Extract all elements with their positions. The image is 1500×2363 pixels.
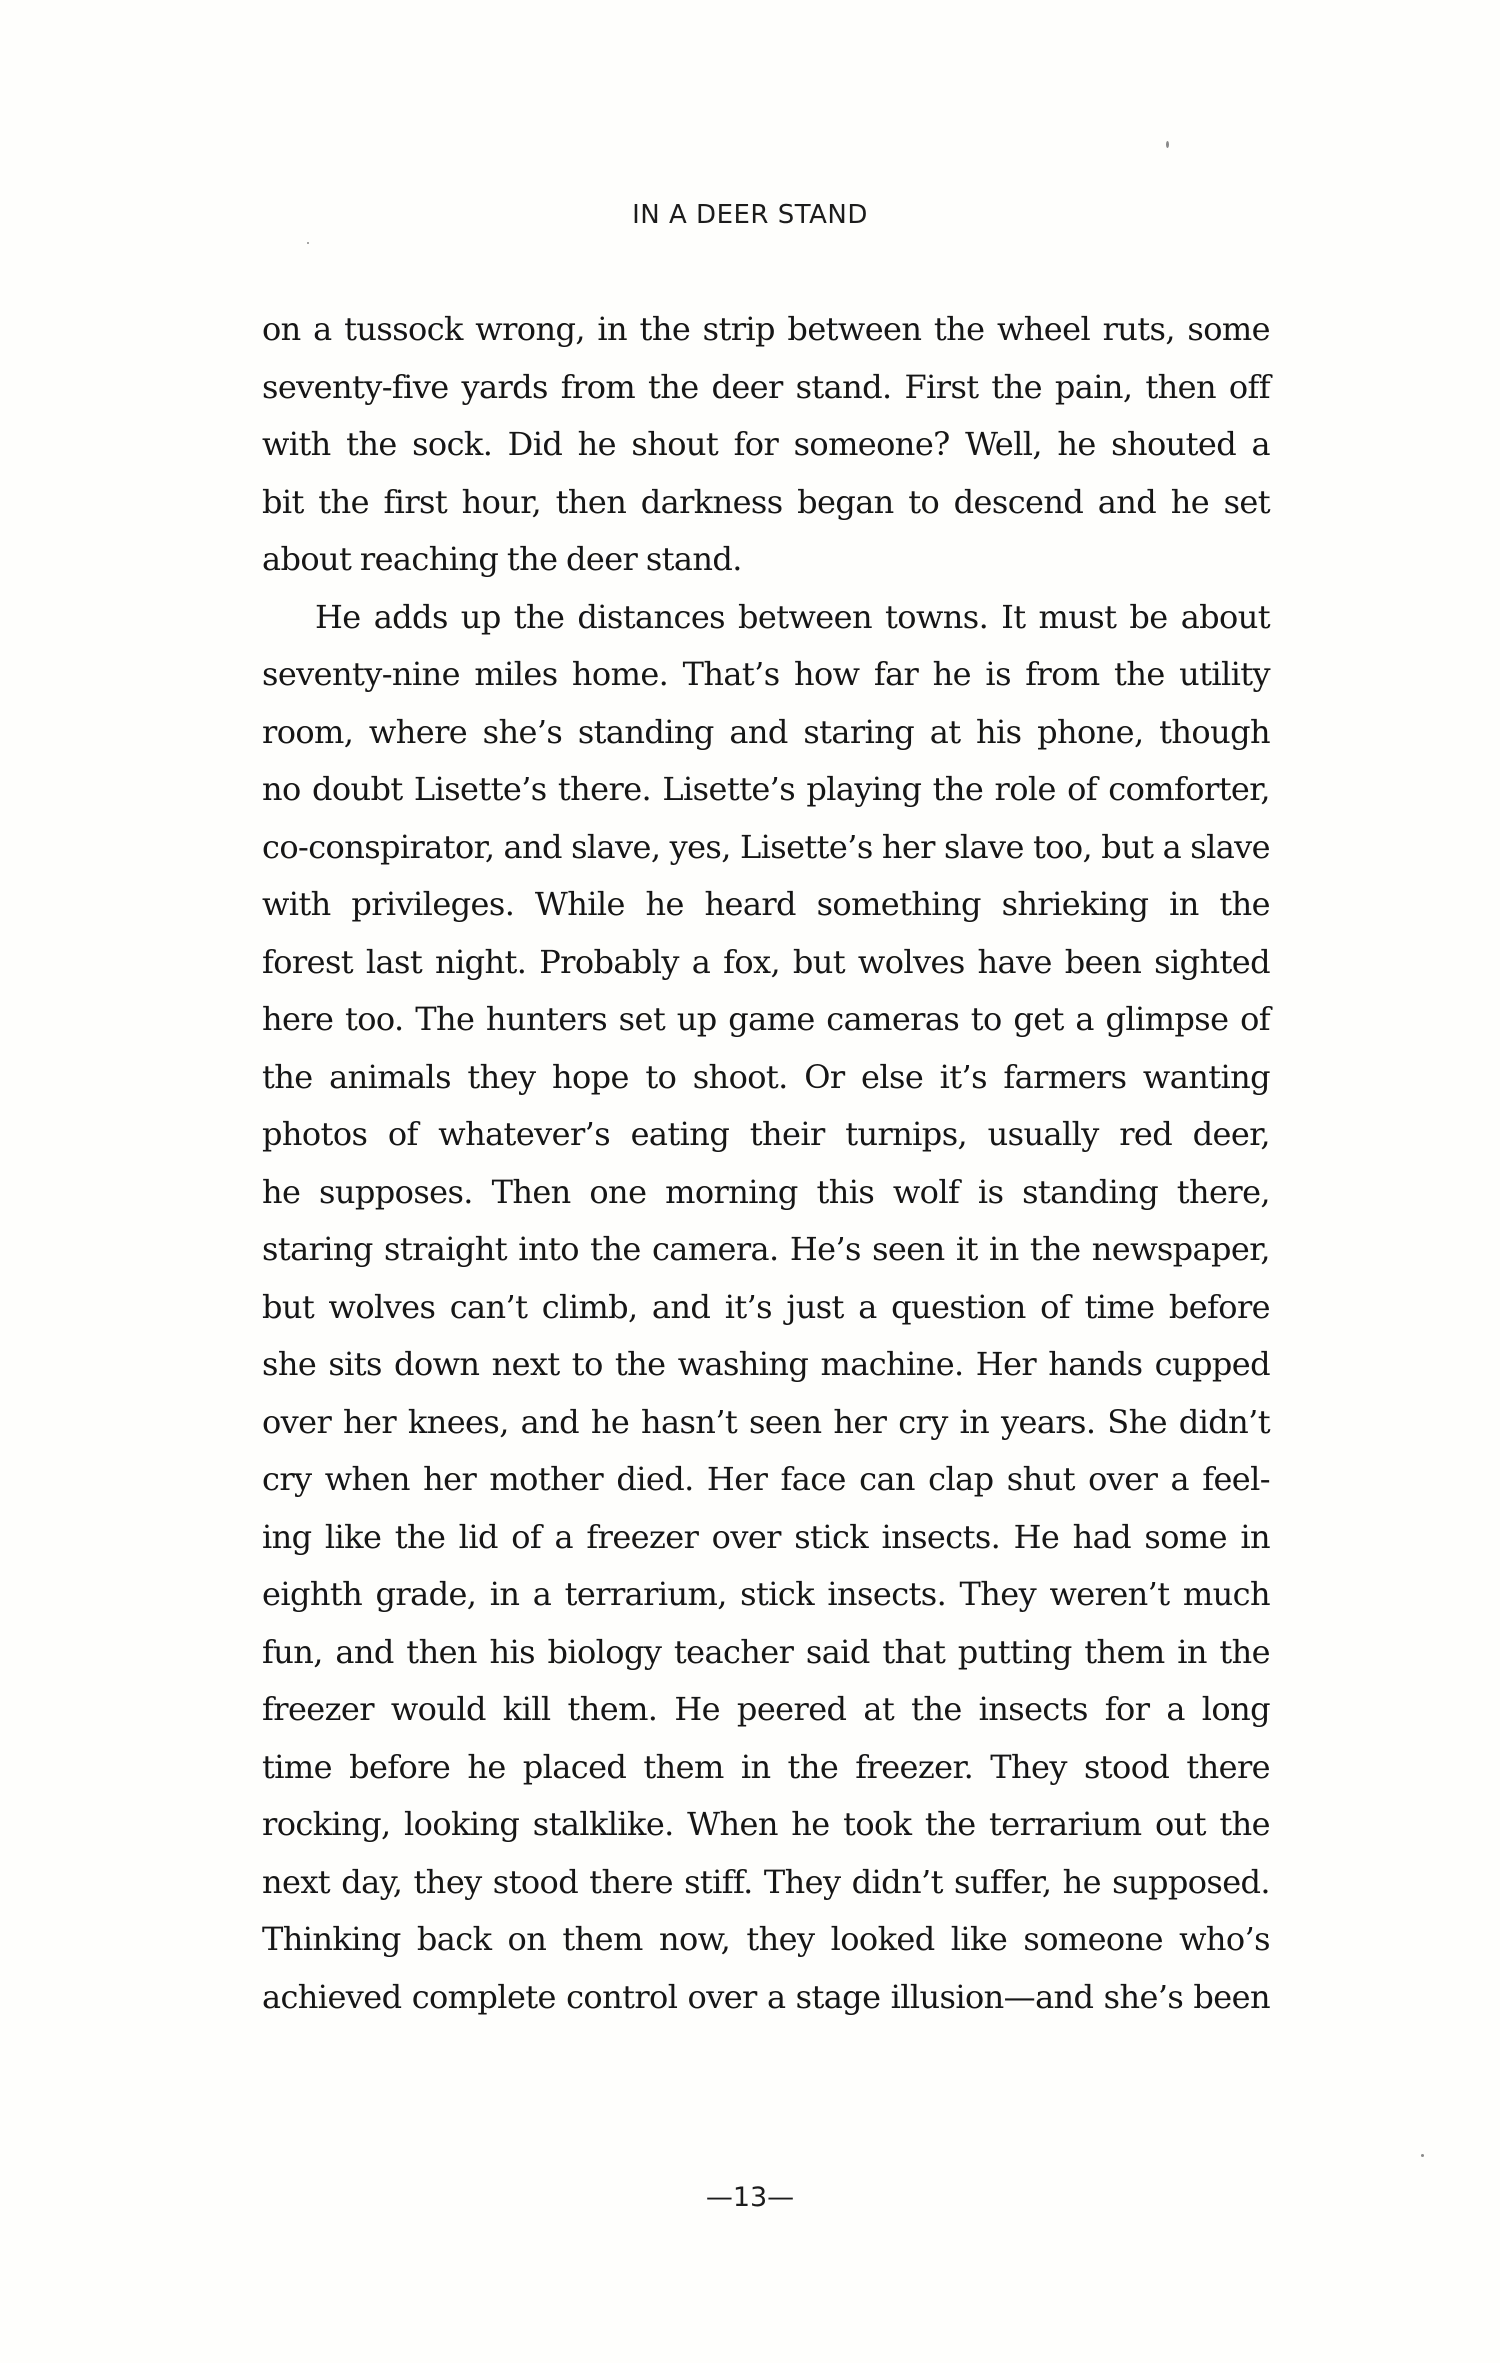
paragraph-2	[262, 589, 1270, 2027]
text-line: room, where she’s standing and staring at his phone, though	[262, 712, 1270, 751]
scan-speck	[307, 242, 309, 244]
running-head: IN A DEER STAND	[632, 200, 868, 230]
text-line: cry when her mother died. Her face can clap shut over a feel-	[262, 1460, 1270, 1498]
text-line: time before he placed them in the freezer. They stood there	[262, 1747, 1270, 1786]
text-line: no doubt Lisette’s there. Lisette’s playing the role of comforter,	[262, 770, 1270, 808]
text-line: eighth grade, in a terrarium, stick insects. They weren’t much	[262, 1575, 1270, 1613]
text-line: the animals they hope to shoot. Or else it’s farmers wanting	[262, 1057, 1270, 1096]
scan-speck	[1166, 141, 1169, 148]
scan-speck	[1421, 2154, 1424, 2157]
body-text	[262, 301, 1270, 2026]
text-line: next day, they stood there stiff. They didn’t suffer, he supposed.	[262, 1862, 1270, 1901]
text-line: about reaching the deer stand.	[262, 540, 742, 578]
text-line: she sits down next to the washing machine. Her hands cupped	[262, 1345, 1270, 1383]
text-line: fun, and then his biology teacher said that putting them in the	[262, 1632, 1270, 1671]
text-line: seventy-nine miles home. That’s how far he is from the utility	[262, 655, 1270, 693]
text-line: with privileges. While he heard something shrieking in the	[262, 885, 1270, 923]
text-line: forest last night. Probably a fox, but wolves have been sighted	[262, 942, 1270, 981]
text-line: but wolves can’t climb, and it’s just a question of time before	[262, 1287, 1270, 1326]
text-line: Thinking back on them now, they looked like someone who’s	[262, 1920, 1270, 1958]
text-line: ing like the lid of a freezer over stick insects. He had some in	[262, 1517, 1270, 1556]
text-line: staring straight into the camera. He’s seen it in the newspaper,	[262, 1230, 1270, 1268]
text-line: bit the first hour, then darkness began to descend and he set	[262, 482, 1270, 521]
text-line: here too. The hunters set up game cameras to get a glimpse of	[262, 1000, 1270, 1038]
text-line: co-conspirator, and slave, yes, Lisette’s her slave too, but a slave	[262, 827, 1270, 866]
text-line: He adds up the distances between towns. It must be about	[315, 597, 1270, 636]
text-line: rocking, looking stalklike. When he took the terrarium out the	[262, 1805, 1270, 1843]
text-line: freezer would kill them. He peered at the insects for a long	[262, 1690, 1270, 1728]
text-line: seventy-five yards from the deer stand. First the pain, then off	[262, 367, 1270, 406]
text-line: over her knees, and he hasn’t seen her cry in years. She didn’t	[262, 1402, 1270, 1441]
text-line: achieved complete control over a stage illusion—and she’s been	[262, 1977, 1270, 2016]
text-line: he supposes. Then one morning this wolf is standing there,	[262, 1172, 1270, 1211]
paragraph-1	[262, 301, 1270, 589]
text-line: on a tussock wrong, in the strip between the wheel ruts, some	[262, 310, 1270, 348]
page-number: —13—	[705, 2182, 795, 2213]
text-line: with the sock. Did he shout for someone? Well, he shouted a	[262, 425, 1270, 463]
text-line: photos of whatever’s eating their turnips, usually red deer,	[262, 1115, 1270, 1153]
